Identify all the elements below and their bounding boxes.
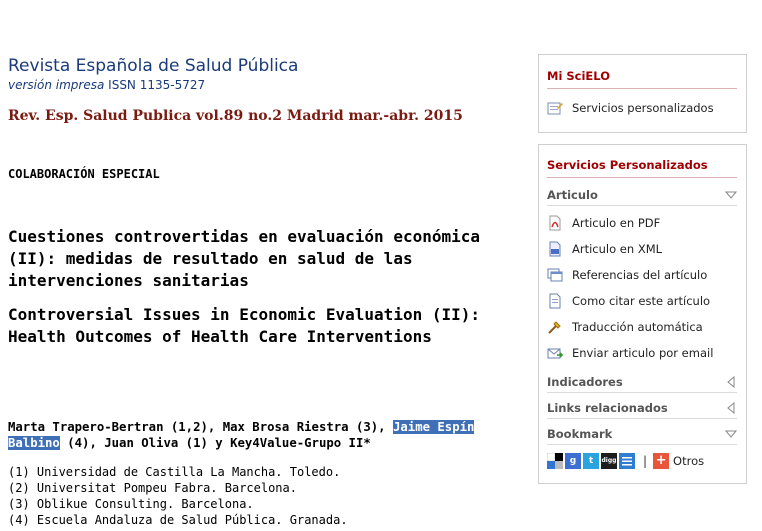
article-section-header[interactable]: [547, 188, 737, 202]
auto-translate-label: Traducción automática: [572, 320, 703, 334]
plus-icon[interactable]: +: [653, 453, 669, 469]
indicators-section-header[interactable]: [547, 375, 737, 389]
personalized-services-link[interactable]: [547, 99, 714, 117]
article-title-english: Controversial Issues in Economic Evaluation (II): Health Outcomes of Health Care Interventions: [8, 305, 481, 346]
xml-icon: [547, 241, 563, 257]
journal-title: Revista Española de Salud Pública: [8, 56, 299, 76]
personalized-services-icon: [547, 100, 563, 116]
divider: [547, 418, 737, 419]
issue-citation: Rev. Esp. Salud Publica vol.89 no.2 Madrid mar.-abr. 2015: [8, 108, 463, 124]
mi-scielo-panel: [538, 54, 747, 133]
divider: [547, 205, 737, 206]
personalized-services-label: Servicios personalizados: [572, 101, 714, 115]
article-pdf-label: Articulo en PDF: [572, 216, 661, 230]
related-links-label: Links relacionados: [547, 401, 668, 415]
divider: [547, 444, 737, 445]
article-references-link[interactable]: [547, 266, 707, 284]
digg-icon[interactable]: digg: [601, 453, 617, 469]
chevron-left-icon: [725, 402, 737, 414]
authors-text-1: Marta Trapero-Bertran (1,2), Max Brosa Riestra (3),: [8, 420, 393, 434]
author-list: [8, 419, 528, 451]
related-links-section-header[interactable]: [547, 401, 737, 415]
divider: [547, 177, 737, 178]
issn-value: ISSN 1135-5727: [108, 78, 206, 92]
other-bookmarks-label[interactable]: Otros: [673, 454, 705, 468]
article-section: COLABORACIÓN ESPECIAL: [8, 167, 160, 181]
divider: [547, 392, 737, 393]
cite-article-link[interactable]: [547, 292, 710, 310]
twitter-icon[interactable]: t: [583, 453, 599, 469]
bookmark-section-header[interactable]: [547, 427, 737, 441]
cite-article-label: Como citar este artículo: [572, 294, 711, 308]
email-article-link[interactable]: [547, 344, 713, 362]
delicious-icon[interactable]: [547, 453, 563, 469]
affiliation-item: (4) Escuela Andaluza de Salud Pública. Granada.: [8, 513, 348, 527]
references-icon: [547, 267, 563, 283]
article-references-label: Referencias del artículo: [572, 268, 708, 282]
article-xml-link[interactable]: [547, 240, 662, 258]
edition-label: versión impresa: [8, 78, 105, 92]
chevron-down-icon: [725, 189, 737, 201]
services-panel: [538, 144, 747, 484]
issn-line: [8, 78, 205, 92]
authors-text-2: (4), Juan Oliva (1) y Key4Value-Grupo II*: [59, 436, 371, 450]
list-share-icon[interactable]: [619, 453, 635, 469]
article-xml-label: Articulo en XML: [572, 242, 663, 256]
affiliation-item: (1) Universidad de Castilla La Mancha. Toledo.: [8, 465, 341, 479]
cite-icon: [547, 293, 563, 309]
chevron-left-icon: [725, 376, 737, 388]
google-bookmark-icon[interactable]: g: [565, 453, 581, 469]
pdf-icon: [547, 215, 563, 231]
bookmark-label: Bookmark: [547, 427, 613, 441]
separator: |: [643, 454, 648, 468]
affiliation-item: (3) Oblikue Consulting. Barcelona.: [8, 497, 254, 511]
email-icon: [547, 345, 563, 361]
selected-author-text[interactable]: Jaime Espín Balbino: [8, 420, 475, 450]
divider: [547, 88, 737, 89]
translate-icon: [547, 319, 563, 335]
email-article-label: Enviar articulo por email: [572, 346, 714, 360]
indicators-label: Indicadores: [547, 375, 623, 389]
affiliations: [8, 464, 528, 528]
bookmark-buttons: [547, 452, 704, 470]
affiliation-item: (2) Universitat Pompeu Fabra. Barcelona.: [8, 481, 297, 495]
article-title-spanish: Cuestiones controvertidas en evaluación económica (II): medidas de resultado en salud de las intervenciones sanitarias: [8, 227, 481, 290]
article-header-label: Articulo: [547, 188, 598, 202]
services-title: Servicios Personalizados: [547, 158, 708, 172]
auto-translate-link[interactable]: [547, 318, 703, 336]
chevron-down-icon: [725, 428, 737, 440]
article-pdf-link[interactable]: [547, 214, 660, 232]
mi-scielo-title: Mi SciELO: [547, 69, 610, 83]
